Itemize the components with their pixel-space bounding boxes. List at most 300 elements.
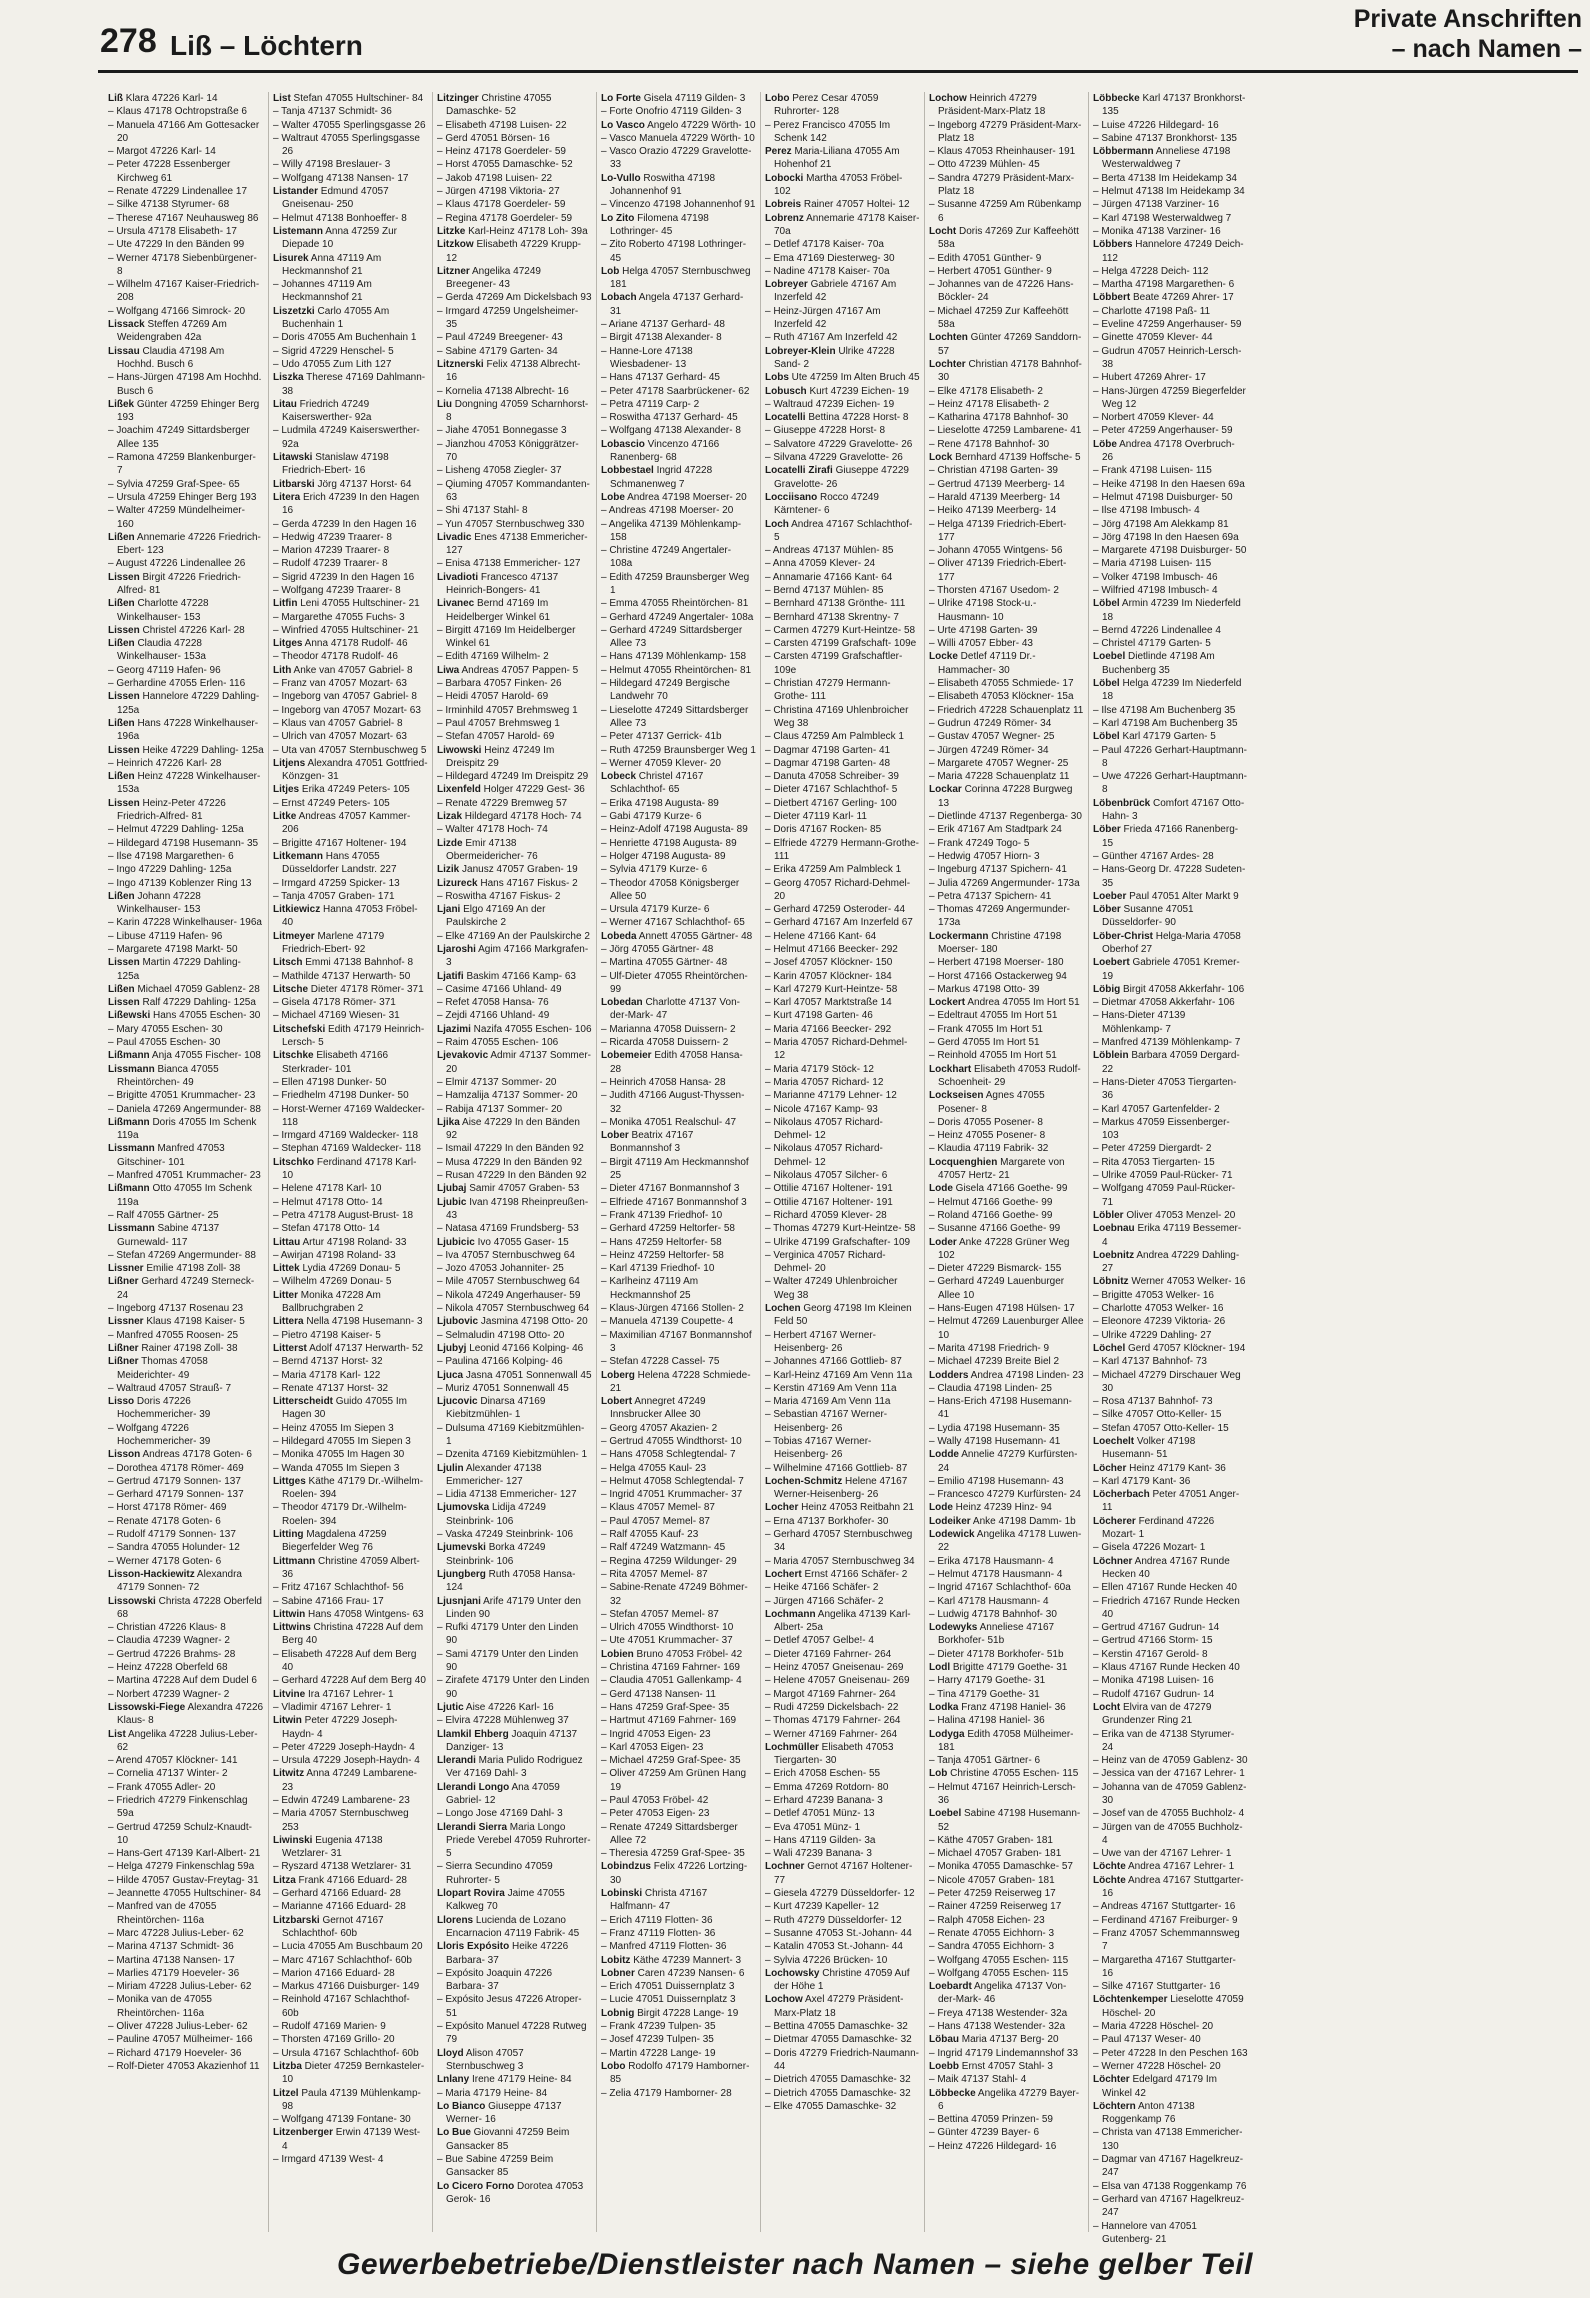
entry-surname: Lochowsky — [765, 1967, 820, 1979]
entry-details: – Franz van 47057 Mozart- 63 — [273, 678, 407, 690]
listing-entry — [929, 305, 1084, 332]
entry-details: – Frank 47055 Im Hort 51 — [929, 1023, 1043, 1035]
listing-entry — [108, 1794, 264, 1821]
listing-entry — [437, 158, 592, 171]
entry-details: – Wolfgang 47226 Hochemmericher- 39 — [108, 1422, 211, 1447]
listing-entry — [1093, 518, 1248, 531]
listing-entry — [929, 1754, 1084, 1767]
entry-details: – Roswitha 47137 Gerhard- 45 — [601, 412, 738, 424]
listing-entry — [929, 744, 1084, 757]
entry-details: – Expósito Manuel 47228 Rutweg 79 — [437, 2021, 587, 2046]
entry-details: – Renate 47137 Horst- 32 — [273, 1382, 389, 1394]
entry-details: – Petra 47178 August-Brust- 18 — [273, 1209, 414, 1221]
entry-details: – Renate 47178 Goten- 6 — [108, 1515, 221, 1527]
listing-entry — [929, 1009, 1084, 1022]
entry-details: – Klaus 47057 Memel- 87 — [601, 1502, 715, 1514]
listing-entry — [108, 823, 264, 836]
entry-details: – Günter 47239 Bayer- 6 — [929, 2127, 1040, 2139]
listing-entry — [929, 637, 1084, 650]
entry-details: Klara 47226 Karl- 14 — [123, 93, 218, 104]
entry-details: – Silke 47167 Stuttgarter- 16 — [1093, 1981, 1221, 1993]
entry-details: – Dietmar 47058 Akkerfahr- 106 — [1093, 997, 1235, 1009]
listing-entry — [765, 2087, 920, 2100]
listing-entry — [273, 252, 428, 279]
entry-details: – Pauline 47057 Mülheimer- 166 — [108, 2034, 253, 2046]
entry-details: Christine 47059 Albert- 36 — [282, 1555, 420, 1580]
listing-entry — [601, 956, 756, 969]
listing-entry — [601, 1275, 756, 1302]
entry-surname: Littek — [273, 1263, 300, 1275]
entry-details: – Maik 47137 Stahl- 4 — [929, 2074, 1027, 2086]
listing-entry — [765, 611, 920, 624]
entry-details: – Peter 47228 In den Peschen 163 — [1093, 2047, 1248, 2059]
listing-entry — [929, 597, 1084, 624]
entry-details: – Ilse 47198 Imbusch- 4 — [1093, 505, 1200, 517]
listing-entry — [601, 1714, 756, 1727]
entry-details: Georg 47198 Im Kleinen Feld 50 — [774, 1303, 912, 1328]
entry-surname: Loeber — [1093, 890, 1127, 902]
entry-details: Leni 47055 Hultschiner- 21 — [297, 598, 420, 610]
listing-entry — [273, 1754, 428, 1767]
entry-details: – Tanja 47051 Gärtner- 6 — [929, 1755, 1041, 1767]
entry-surname: Löbe — [1093, 438, 1117, 450]
entry-details: – Refet 47058 Hansa- 76 — [437, 997, 549, 1009]
entry-details: – Hans 47137 Gerhard- 45 — [601, 372, 720, 384]
listing-entry — [1093, 1993, 1248, 2020]
listing-entry — [1093, 1329, 1248, 1342]
entry-details: – Dietrich 47055 Damaschke- 32 — [765, 2087, 911, 2099]
entry-surname: Ljubaj — [437, 1183, 467, 1195]
entry-details: Felix 47138 Albrecht- 16 — [446, 358, 581, 384]
listing-entry — [929, 464, 1084, 477]
listing-entry — [601, 677, 756, 704]
listing-entry — [765, 996, 920, 1009]
entry-details: Claudia 47228 Winkelhauser- 153a — [117, 638, 206, 663]
entry-details: – Carsten 47199 Grafschaftler- 109e — [765, 651, 903, 676]
entry-details: Magdalena 47259 Biegerfelder Weg 76 — [282, 1529, 387, 1554]
listing-entry — [1093, 1821, 1248, 1848]
listing-entry — [601, 1847, 756, 1860]
entry-details: – Horst 47055 Damaschke- 52 — [437, 159, 573, 171]
listing-entry — [1093, 132, 1248, 145]
entry-details: – Wolfgang 47059 Paul-Rücker- 71 — [1093, 1183, 1236, 1208]
listing-entry — [601, 2033, 756, 2046]
listing-entry — [108, 677, 264, 690]
entry-details: – Ruth 47259 Braunsberger Weg 1 — [601, 744, 756, 756]
listing-entry — [108, 185, 264, 198]
listing-entry — [108, 2033, 264, 2046]
entry-surname: Lobinski — [601, 1888, 643, 1900]
listing-entry — [108, 119, 264, 146]
entry-details: Andrea 47167 Runde Hecken 40 — [1102, 1555, 1230, 1580]
listing-entry — [765, 1807, 920, 1820]
listing-entry — [1093, 1621, 1248, 1634]
entry-details: – Theodor 47058 Königsberger Allee 50 — [601, 877, 740, 902]
entry-surname: Littmann — [273, 1555, 316, 1567]
listing-entry — [929, 1940, 1084, 1953]
listing-entry — [601, 212, 756, 239]
entry-surname: Lißner — [108, 1276, 139, 1288]
entry-details: – Muriz 47051 Sonnenwall 45 — [437, 1382, 569, 1394]
entry-details: Helga-Maria 47058 Oberhof 27 — [1102, 930, 1241, 955]
listing-entry — [437, 704, 592, 717]
listing-entry — [108, 1448, 264, 1461]
listing-entry — [601, 1448, 756, 1461]
entry-details: – Thorsten 47167 Usedom- 2 — [929, 584, 1059, 596]
listing-entry — [273, 451, 428, 478]
listing-entry — [765, 1408, 920, 1435]
entry-details: – Hildegard 47249 Bergische Landwehr 70 — [601, 678, 730, 703]
listing-entry — [929, 730, 1084, 743]
entry-surname: Litzke — [437, 225, 466, 237]
entry-details: – Francesco 47279 Kurfürsten- 24 — [929, 1489, 1081, 1501]
listing-entry — [273, 2033, 428, 2046]
listing-entry — [601, 1262, 756, 1275]
listing-entry — [437, 1302, 592, 1315]
entry-surname: Llerandi — [437, 1755, 476, 1767]
listing-entry — [765, 1475, 920, 1502]
entry-surname: Lißmann — [108, 1116, 150, 1128]
listing-entry — [765, 677, 920, 704]
entry-details: – Michael 47057 Graben- 181 — [929, 1848, 1062, 1860]
entry-details: – Gertrud 47167 Gudrun- 14 — [1093, 1622, 1220, 1634]
entry-details: – Wilhelm 47269 Donau- 5 — [273, 1276, 392, 1288]
listing-entry — [273, 1289, 428, 1316]
listing-entry — [108, 850, 264, 863]
entry-details: – Andreas 47167 Stuttgarter- 16 — [1093, 1901, 1236, 1913]
entry-surname: Lissmann — [108, 1143, 155, 1155]
entry-surname: Lobreyer-Klein — [765, 345, 836, 357]
header-rule — [98, 70, 1578, 73]
entry-surname: Litmeyer — [273, 930, 315, 942]
listing-entry — [273, 1222, 428, 1235]
entry-details: Bernhard 47139 Hoffsche- 5 — [952, 452, 1081, 464]
entry-details: Karl 47137 Bronkhorst- 135 — [1102, 93, 1246, 118]
entry-details: – Roswitha 47167 Fiskus- 2 — [437, 890, 561, 902]
listing-entry — [1093, 385, 1248, 412]
listing-column-7 — [1088, 92, 1252, 2245]
entry-surname: Lodewyks — [929, 1622, 978, 1634]
listing-entry — [437, 717, 592, 730]
listing-entry — [929, 438, 1084, 451]
entry-surname: Lobeck — [601, 771, 637, 783]
entry-details: – Erik 47167 Am Stadtpark 24 — [929, 824, 1062, 836]
entry-details: – Markus 47166 Duisburger- 149 — [273, 1981, 420, 1993]
entry-details: – Luise 47226 Hildegard- 16 — [1093, 119, 1219, 131]
entry-details: Angelika 47279 Bayer- 6 — [938, 2087, 1080, 2112]
listing-entry — [929, 1887, 1084, 1900]
listing-entry — [273, 996, 428, 1009]
listing-entry — [601, 265, 756, 292]
entry-details: – Awirjan 47198 Roland- 33 — [273, 1249, 396, 1261]
entry-surname: Löchte — [1093, 1861, 1126, 1873]
listing-entry — [1093, 212, 1248, 225]
listing-entry — [601, 504, 756, 517]
entry-details: Karl-Heinz 47178 Loh- 39a — [465, 225, 588, 237]
listing-entry — [273, 1701, 428, 1714]
listing-entry — [929, 1568, 1084, 1581]
listing-entry — [765, 1648, 920, 1661]
listing-entry — [437, 1395, 592, 1422]
entry-surname: Locher — [765, 1502, 799, 1514]
entry-details: – Stefan 47228 Cassel- 75 — [601, 1356, 720, 1368]
entry-details: – Salvatore 47229 Gravelotte- 26 — [765, 438, 913, 450]
entry-details: – Cornelia 47137 Winter- 2 — [108, 1768, 228, 1780]
listing-entry — [1093, 717, 1248, 730]
entry-details: Ira 47167 Lehrer- 1 — [305, 1688, 394, 1700]
listing-entry — [1093, 1914, 1248, 1927]
entry-details: – Verginica 47057 Richard-Dehmel- 20 — [765, 1249, 886, 1275]
entry-details: – Kornelia 47138 Albrecht- 16 — [437, 385, 569, 397]
listing-entry — [1093, 411, 1248, 424]
entry-details: – Wali 47239 Banana- 3 — [765, 1848, 872, 1860]
listing-entry — [601, 411, 756, 424]
listing-entry — [273, 810, 428, 837]
listing-entry — [108, 1501, 264, 1514]
entry-details: – Johannes 47166 Gottlieb- 87 — [765, 1356, 902, 1368]
listing-entry — [929, 1435, 1084, 1448]
entry-details: – Paulina 47166 Kolping- 46 — [437, 1356, 563, 1368]
entry-surname: Lock — [929, 452, 953, 464]
entry-details: Werner 47053 Welker- 16 — [1128, 1276, 1246, 1288]
entry-details: – Ingeborg van 47057 Gabriel- 8 — [273, 691, 417, 703]
entry-details: Franz 47198 Haniel- 36 — [958, 1701, 1066, 1713]
entry-details: – Elmir 47137 Sommer- 20 — [437, 1076, 557, 1088]
entry-details: Angelika 47228 Julius-Leber- 62 — [117, 1728, 258, 1753]
listing-entry — [437, 1568, 592, 1595]
entry-details: – Ulrike 47198 Stock-u.-Hausmann- 10 — [929, 598, 1037, 623]
listing-entry — [273, 371, 428, 398]
listing-entry — [765, 597, 920, 610]
entry-surname: Ljulin — [437, 1462, 464, 1474]
listing-entry — [437, 1342, 592, 1355]
listing-entry — [273, 2087, 428, 2114]
entry-surname: Lloyd — [437, 2047, 464, 2059]
entry-details: – Enisa 47138 Emmericher- 127 — [437, 558, 581, 570]
listing-entry — [437, 305, 592, 332]
entry-details: – Eva 47051 Münz- 1 — [765, 1821, 861, 1833]
listing-entry — [765, 1382, 920, 1395]
entry-details: Andrea 47198 Linden- 23 — [968, 1369, 1084, 1381]
entry-details: – Erhard 47239 Banana- 3 — [765, 1795, 883, 1806]
entry-details: Brigitte 47179 Goethe- 31 — [950, 1662, 1068, 1674]
entry-details: – Michael 47169 Wiesen- 31 — [273, 1010, 400, 1022]
entry-details: – Paul 47053 Fröbel- 42 — [601, 1795, 709, 1806]
listing-entry — [765, 1501, 920, 1514]
listing-entry — [108, 837, 264, 850]
listing-entry — [1093, 1661, 1248, 1674]
listing-entry — [108, 1661, 264, 1674]
listing-entry — [273, 1236, 428, 1249]
listing-entry — [601, 1581, 756, 1608]
entry-details: – Karl 47057 Gartenfelder- 2 — [1093, 1103, 1220, 1115]
entry-surname: Lisso — [108, 1396, 135, 1408]
entry-details: – Markus 47059 Eissenberger- 103 — [1093, 1116, 1230, 1142]
listing-entry — [437, 358, 592, 385]
entry-details: – Elfriede 47279 Hermann-Grothe- 111 — [765, 837, 919, 862]
entry-surname: Lloris Expósito — [437, 1941, 510, 1953]
listing-entry — [108, 491, 264, 504]
listing-entry — [765, 1927, 920, 1940]
entry-surname: Löchtern — [1093, 2100, 1136, 2112]
listing-entry — [601, 331, 756, 344]
listing-entry — [765, 1169, 920, 1182]
entry-details: – Dietlinde 47137 Regenberga- 30 — [929, 811, 1082, 823]
entry-surname: Lißen — [108, 983, 135, 995]
entry-details: Annemarie 47226 Friedrich-Ebert- 123 — [117, 531, 261, 557]
entry-details: – Hans 47138 Westender- 32a — [929, 2021, 1066, 2033]
entry-details: – Elisabeth 47053 Klöckner- 15a — [929, 691, 1074, 703]
entry-details: Angelika 47178 Luwen- 22 — [938, 1529, 1082, 1554]
entry-details: – Wanda 47055 Im Siepen 3 — [273, 1462, 400, 1474]
entry-details: – Helmut 47178 Otto- 14 — [273, 1196, 383, 1208]
entry-details: – Ulrike 47059 Paul-Rücker- 71 — [1093, 1170, 1233, 1182]
listing-entry — [273, 1475, 428, 1502]
entry-surname: Lissner — [108, 1316, 144, 1328]
listing-entry — [765, 1674, 920, 1687]
entry-details: – Christine 47249 Angertaler- 108a — [601, 545, 732, 570]
entry-details: – Lidia 47138 Emmericher- 127 — [437, 1489, 577, 1501]
entry-details: – Elisabeth 47055 Schmiede- 17 — [929, 678, 1074, 690]
entry-details: Erwin 47139 West- 4 — [282, 2127, 421, 2152]
entry-details: – Ursula 47167 Schlachthof- 60b — [273, 2047, 419, 2059]
listing-entry — [601, 1954, 756, 1967]
entry-details: – Rufki 47179 Unter den Linden 90 — [437, 1622, 579, 1647]
entry-details: Gernot 47167 Holtener- 77 — [774, 1861, 913, 1886]
listing-entry — [437, 1860, 592, 1887]
entry-details: – Karl 47178 Hausmann- 4 — [929, 1595, 1049, 1607]
entry-details: – Peter 47259 Angerhauser- 59 — [1093, 425, 1233, 437]
entry-details: – Ilse 47198 Am Buchenberg 35 — [1093, 704, 1236, 716]
listing-entry — [273, 1581, 428, 1594]
entry-details: – Christian 47198 Garten- 39 — [929, 465, 1058, 477]
listing-entry — [437, 970, 592, 983]
entry-details: Martin 47229 Dahling- 125a — [117, 957, 241, 982]
entry-details: – Bue Sabine 47259 Beim Gansacker 85 — [437, 2154, 554, 2179]
listing-entry — [108, 345, 264, 372]
entry-details: – Maria 47228 Höschel- 20 — [1093, 2021, 1214, 2033]
entry-details: – Jürgen van de 47055 Buchholz- 4 — [1093, 1821, 1243, 1846]
listing-entry — [437, 903, 592, 930]
entry-surname: Lo Forte — [601, 93, 641, 104]
entry-surname: Litbarski — [273, 478, 315, 490]
entry-details: – Hartmut 47169 Fahrner- 169 — [601, 1715, 737, 1727]
listing-entry — [108, 1382, 264, 1395]
listing-entry — [437, 597, 592, 624]
entry-surname: Locht — [1093, 1701, 1121, 1713]
entry-surname: Llamkil Ehberg — [437, 1728, 509, 1740]
entry-details: – Bettina 47055 Damaschke- 32 — [765, 2021, 908, 2033]
entry-details: – Gisela 47226 Mozart- 1 — [1093, 1542, 1206, 1554]
entry-details: – Sandra 47055 Holunder- 12 — [108, 1542, 240, 1554]
listing-entry — [108, 2020, 264, 2033]
listing-column-3 — [432, 92, 596, 2232]
entry-details: – Karlheinz 47119 Am Heckmannshof 25 — [601, 1276, 699, 1301]
entry-details: – Casime 47166 Uhland- 49 — [437, 983, 562, 995]
listing-entry — [929, 1954, 1084, 1967]
listing-entry — [601, 1116, 756, 1129]
entry-details: Angela 47137 Gerhard- 31 — [610, 292, 744, 317]
listing-entry — [437, 744, 592, 771]
entry-details: – Rene 47178 Bahnhof- 30 — [929, 438, 1050, 450]
entry-details: Anna 47259 Zur Diepade 10 — [282, 225, 397, 251]
listing-entry — [765, 451, 920, 464]
entry-details: Helga 47057 Sternbuschweg 181 — [610, 265, 751, 291]
listing-entry — [108, 1728, 264, 1755]
entry-details: – Bettina 47059 Prinzen- 59 — [929, 2114, 1053, 2126]
entry-details: Gabriele 47167 Am Inzerfeld 42 — [774, 279, 897, 304]
listing-entry — [437, 823, 592, 836]
entry-details: Andrea 47178 Overbruch- 26 — [1102, 438, 1235, 464]
entry-details: – Doris 47279 Friedrich-Naumann- 44 — [765, 2047, 919, 2072]
entry-details: – Winfried 47055 Hultschiner- 21 — [273, 624, 419, 636]
entry-details: – Karl 47198 Westerwaldweg 7 — [1093, 212, 1232, 224]
listing-entry — [1093, 1156, 1248, 1169]
entry-details: – Klaus 47178 Ochtropstraße 6 — [108, 106, 247, 118]
entry-details: – Expósito Joaquin 47226 Barbara- 37 — [437, 1967, 553, 1993]
entry-details: – Thomas 47279 Kurt-Heintze- 58 — [765, 1223, 916, 1235]
listing-entry — [601, 597, 756, 610]
entry-details: – Marion 47166 Eduard- 28 — [273, 1967, 395, 1979]
listing-entry — [601, 1435, 756, 1448]
listing-entry — [1093, 1275, 1248, 1288]
page-number: 278 — [100, 22, 157, 60]
listing-entry — [1093, 2180, 1248, 2193]
entry-details: Ivo 47055 Gaser- 15 — [474, 1236, 569, 1248]
entry-surname: Litterscheidt — [273, 1396, 334, 1408]
listing-entry — [929, 451, 1084, 464]
listing-entry — [765, 1009, 920, 1022]
listing-entry — [1093, 92, 1248, 119]
listing-entry — [601, 744, 756, 757]
listing-entry — [601, 770, 756, 797]
entry-details: – Ute 47051 Krummacher- 37 — [601, 1635, 733, 1647]
entry-details: – Karin 47057 Klöckner- 184 — [765, 970, 892, 982]
listing-entry — [601, 757, 756, 770]
entry-details: – Thomas 47269 Angermunder- 173a — [929, 904, 1071, 929]
entry-surname: Littwin — [273, 1608, 306, 1620]
entry-details: Helga 47239 Im Niederfeld 18 — [1102, 678, 1242, 703]
listing-entry — [1093, 185, 1248, 198]
listing-entry — [108, 145, 264, 158]
listing-entry — [108, 1940, 264, 1953]
listing-entry — [765, 1089, 920, 1102]
entry-surname: Lode — [929, 1183, 953, 1195]
listing-entry — [108, 930, 264, 943]
entry-surname: Litterst — [273, 1342, 307, 1354]
entry-details: – Hedwig 47239 Traarer- 8 — [273, 531, 392, 543]
listing-entry — [1093, 983, 1248, 996]
entry-details: – Brigitte 47051 Krummacher- 23 — [108, 1090, 256, 1102]
entry-surname: Listander — [273, 186, 319, 198]
entry-surname: Lissmann — [108, 1063, 155, 1075]
listing-entry — [437, 518, 592, 531]
listing-entry — [929, 1648, 1084, 1661]
entry-details: – Käthe 47057 Graben- 181 — [929, 1834, 1053, 1846]
entry-details: Lucienda de Lozano Encarnacion 47119 Fabrik- 45 — [446, 1914, 580, 1939]
listing-entry — [929, 1422, 1084, 1435]
listing-entry — [765, 1834, 920, 1847]
entry-details: – Gerhard 47259 Heltorfer- 58 — [601, 1223, 735, 1235]
listing-entry — [108, 1541, 264, 1554]
listing-entry — [108, 1900, 264, 1927]
entry-details: – Oliver 47259 Am Grünen Hang 19 — [601, 1768, 747, 1793]
listing-entry — [929, 1129, 1084, 1142]
entry-surname: Lissen — [108, 997, 140, 1009]
entry-details: – Emma 47055 Rheintörchen- 81 — [601, 598, 749, 610]
listing-entry — [273, 704, 428, 717]
entry-details: – Monika 47051 Realschul- 47 — [601, 1116, 737, 1128]
